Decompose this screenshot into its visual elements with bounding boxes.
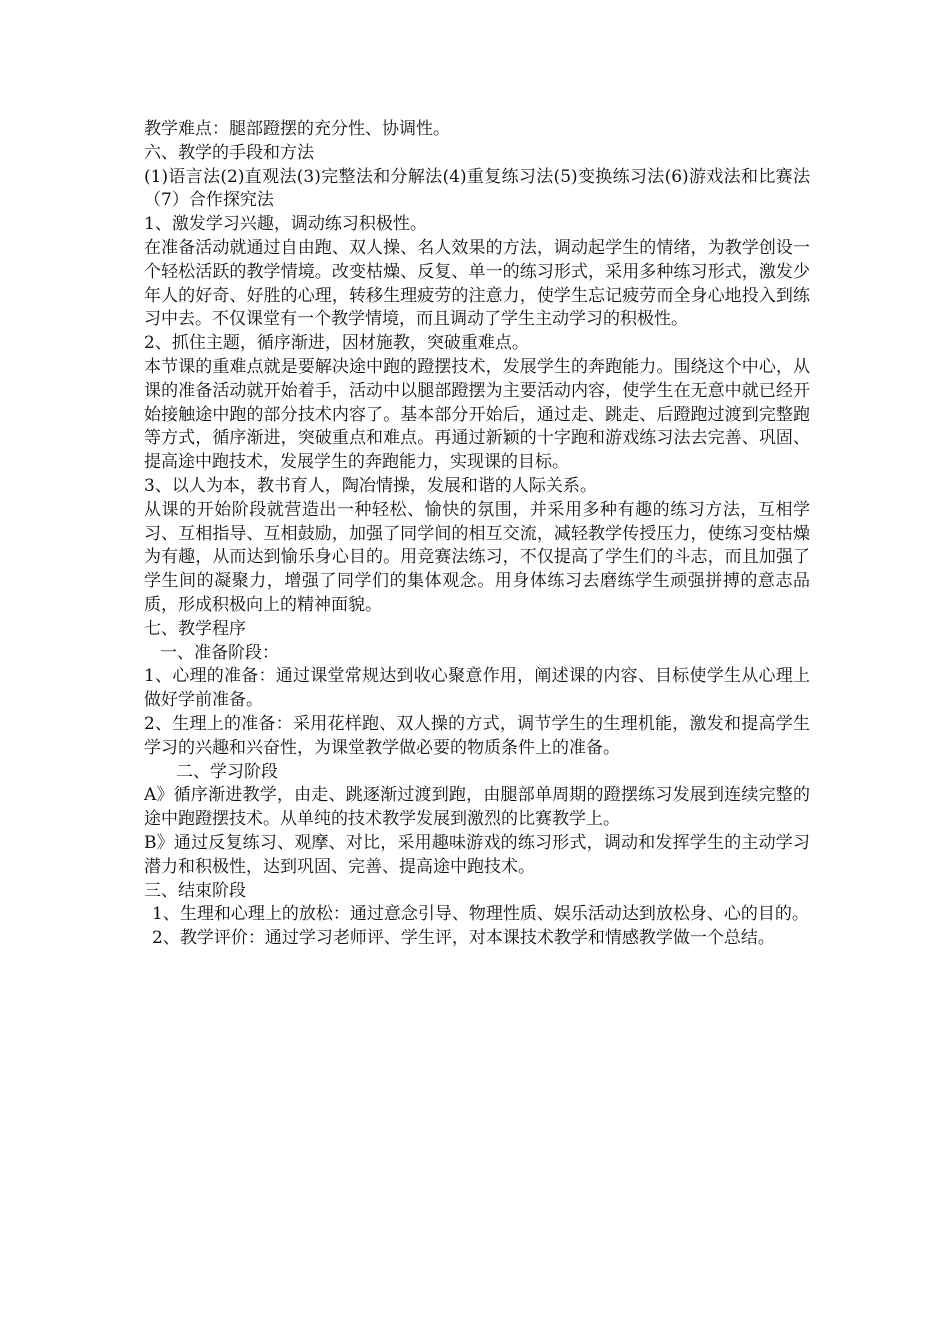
point-1-body: 在准备活动就通过自由跑、双人操、名人效果的方法，调动起学生的情绪，为教学创设一个轻松活跃的教学情境。改变枯燥、反复、单一的练习形式，采用多种练习形式，激发少年人的好奇、好胜的心理，转移生理疲劳的注意力，使学生忘记疲劳而全身心地投入到练习中去。不仅课堂有一个教学情境，而且调动了学生主动学习的积极性。 [144,237,810,330]
stage-3-item-2: 2、教学评价：通过学习老师评、学生评，对本课技术教学和情感教学做一个总结。 [152,928,775,949]
stage-3-heading: 三、结束阶段 [144,880,246,901]
point-3-body: 从课的开始阶段就营造出一种轻松、愉快的氛围，并采用多种有趣的练习方法，互相学习、互相指导、互相鼓励，加强了同学间的相互交流，减轻教学传授压力，使练习变枯燥为有趣，从而达到愉乐身心目的。用竞赛法练习，不仅提高了学生们的斗志，而且加强了学生间的凝聚力，增强了同学们的集体观念。用身体练习去磨练学生顽强拼搏的意志品质，形成积极向上的精神面貌。 [144,499,810,615]
section-heading-methods: 六、教学的手段和方法 [144,142,314,163]
document-body [144,118,810,951]
stage-2-item-b: B》通过反复练习、观摩、对比，采用趣味游戏的练习形式，调动和发挥学生的主动学习潜力和积极性，达到巩固、完善、提高途中跑技术。 [144,832,810,877]
section-heading-procedure: 七、教学程序 [144,618,246,639]
stage-1-heading: 一、准备阶段： [160,642,279,663]
stage-2-heading: 二、学习阶段 [176,761,278,782]
point-1-heading: 1、激发学习兴趣，调动练习积极性。 [144,214,427,235]
point-2-body: 本节课的重难点就是要解决途中跑的蹬摆技术，发展学生的奔跑能力。围绕这个中心，从课的准备活动就开始着手，活动中以腿部蹬摆为主要活动内容，使学生在无意中就已经开始接触途中跑的部分技术内容了。基本部分开始后，通过走、跳走、后蹬跑过渡到完整跑等方式，循序渐进，突破重点和难点。再通过新颖的十字跑和游戏练习法去完善、巩固、提高途中跑技术，发展学生的奔跑能力，实现课的目标。 [144,356,810,473]
point-2-heading: 2、抓住主题，循序渐进，因材施教，突破重难点。 [144,333,529,354]
point-3-heading: 3、以人为本，教书育人，陶冶情操，发展和谐的人际关系。 [144,475,597,496]
teaching-difficulty-line: 教学难点：腿部蹬摆的充分性、协调性。 [144,119,450,139]
stage-3-item-1: 1、生理和心理上的放松：通过意念引导、物理性质、娱乐活动达到放松身、心的目的。 [152,904,809,925]
methods-list: (1)语言法(2)直观法(3)完整法和分解法(4)重复练习法(5)变换练习法(6)游戏法和比赛法（7）合作探究法 [144,166,810,211]
stage-1-item-1: 1、心理的准备：通过课堂常规达到收心聚意作用，阐述课的内容、目标使学生从心理上做好学前准备。 [144,666,810,711]
stage-1-item-2: 2、生理上的准备：采用花样跑、双人操的方式，调节学生的生理机能，激发和提高学生学习的兴趣和兴奋性，为课堂教学做必要的物质条件上的准备。 [144,713,810,758]
stage-2-item-a: A》循序渐进教学，由走、跳逐渐过渡到跑，由腿部单周期的蹬摆练习发展到连续完整的途中跑蹬摆技术。从单纯的技术教学发展到激烈的比赛教学上。 [144,785,810,830]
